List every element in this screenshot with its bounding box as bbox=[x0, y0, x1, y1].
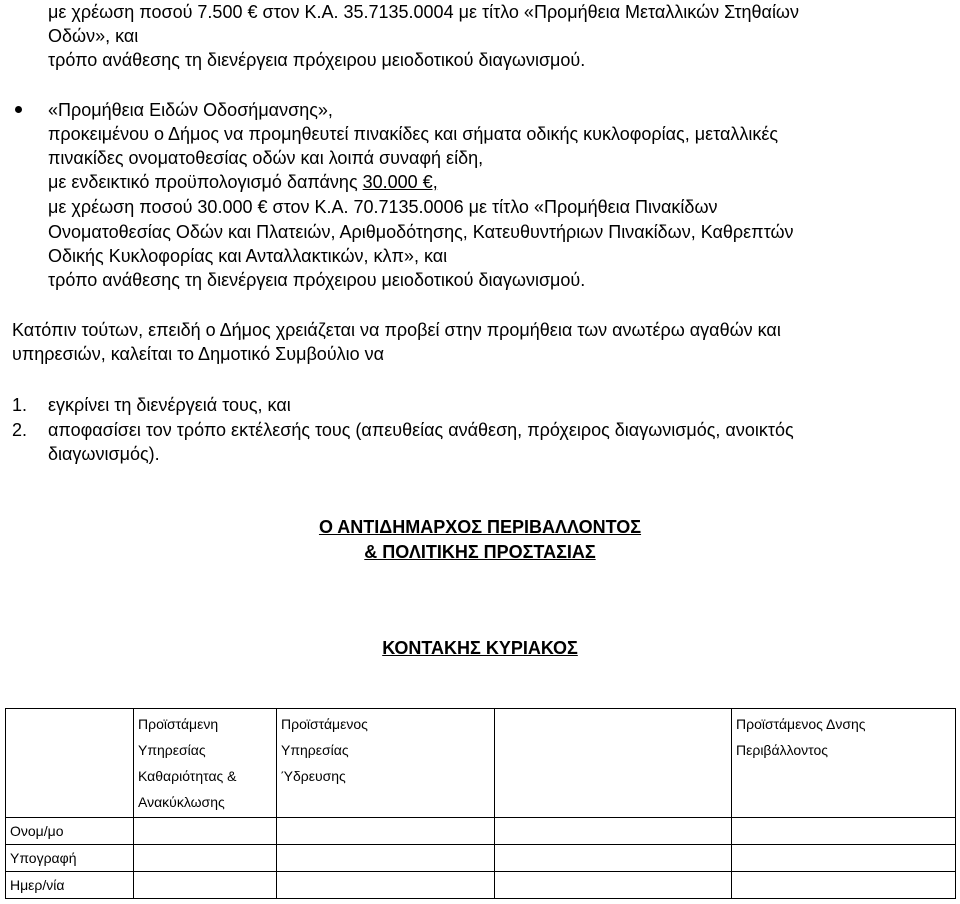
table-cell bbox=[134, 818, 277, 845]
table-cell bbox=[732, 845, 956, 872]
header-line: Υπηρεσίας bbox=[281, 742, 349, 758]
table-cell bbox=[277, 818, 495, 845]
table-cell bbox=[732, 818, 956, 845]
text-line: υπηρεσιών, καλείται το Δημοτικό Συμβούλιο να bbox=[12, 344, 385, 364]
table-row bbox=[6, 845, 956, 872]
header-cell-environment bbox=[732, 709, 956, 818]
text-line: Οδών», και bbox=[48, 26, 139, 46]
bullet-icon bbox=[15, 106, 22, 113]
table-cell bbox=[495, 845, 732, 872]
table-cell bbox=[277, 872, 495, 899]
table-header-row bbox=[6, 709, 956, 818]
text-line: με χρέωση ποσού 7.500 € στον Κ.Α. 35.7135.0004 με τίτλο «Προμήθεια Μεταλλικών Στηθαίων bbox=[48, 2, 799, 22]
list-item: αποφασίσει τον τρόπο εκτέλεσής τους (απευθείας ανάθεση, πρόχειρος διαγωνισμός, ανοικτός bbox=[48, 420, 794, 440]
header-line: Υπηρεσίας bbox=[138, 742, 206, 758]
text-line: πινακίδες ονοματοθεσίας οδών και λοιπά συναφή είδη, bbox=[48, 148, 484, 168]
text-line: Κατόπιν τούτων, επειδή ο Δήμος χρειάζεται να προβεί στην προμήθεια των ανωτέρω αγαθών και bbox=[12, 320, 781, 340]
list-item-continuation: διαγωνισμός). bbox=[48, 444, 160, 464]
header-cell-water bbox=[277, 709, 495, 818]
header-line: Καθαριότητας & bbox=[138, 768, 237, 784]
table-cell bbox=[134, 845, 277, 872]
table-cell bbox=[134, 872, 277, 899]
signatory-name: ΚΟΝΤΑΚΗΣ ΚΥΡΙΑΚΟΣ bbox=[382, 638, 578, 658]
list-number: 1. bbox=[12, 395, 28, 415]
table-cell bbox=[277, 845, 495, 872]
header-line: Ύδρευσης bbox=[281, 768, 346, 784]
table-row bbox=[6, 818, 956, 845]
table-cell bbox=[495, 872, 732, 899]
signatory-title: & ΠΟΛΙΤΙΚΗΣ ΠΡΟΣΤΑΣΙΑΣ bbox=[364, 542, 596, 562]
budget-amount: 30.000 €, bbox=[362, 172, 438, 192]
header-line: Προϊστάμενη bbox=[138, 716, 219, 732]
list-item: εγκρίνει τη διενέργειά τους, και bbox=[48, 395, 291, 415]
approval-table bbox=[5, 708, 956, 899]
text-line: Οδικής Κυκλοφορίας και Ανταλλακτικών, κλπ», και bbox=[48, 246, 448, 266]
table-cell bbox=[495, 818, 732, 845]
text-line: με χρέωση ποσού 30.000 € στον Κ.Α. 70.7135.0006 με τίτλο «Προμήθεια Πινακίδων bbox=[48, 197, 718, 217]
text-fragment: με ενδεικτικό προϋπολογισμό δαπάνης bbox=[48, 172, 363, 192]
table-cell bbox=[732, 872, 956, 899]
signatory-title: Ο ΑΝΤΙΔΗΜΑΡΧΟΣ ΠΕΡΙΒΑΛΛΟΝΤΟΣ bbox=[318, 517, 642, 537]
row-label: Ημερ/νία bbox=[6, 872, 134, 899]
text-line: τρόπο ανάθεσης τη διενέργεια πρόχειρου μειοδοτικού διαγωνισμού. bbox=[48, 270, 586, 290]
header-line: Περιβάλλοντος bbox=[736, 742, 829, 758]
row-label: Υπογραφή bbox=[6, 845, 134, 872]
header-cell-empty bbox=[495, 709, 732, 818]
header-line: Προϊστάμενος Δνσης bbox=[736, 716, 866, 732]
header-line: Ανακύκλωσης bbox=[138, 794, 225, 810]
text-line: Ονοματοθεσίας Οδών και Πλατειών, Αριθμοδότησης, Κατευθυντήριων Πινακίδων, Καθρεπτών bbox=[48, 222, 794, 242]
header-cell-empty bbox=[6, 709, 134, 818]
header-cell-cleaning bbox=[134, 709, 277, 818]
list-number: 2. bbox=[12, 420, 28, 440]
row-label: Ονομ/μο bbox=[6, 818, 134, 845]
text-line: «Προμήθεια Ειδών Οδοσήμανσης», bbox=[48, 100, 333, 120]
text-line: τρόπο ανάθεσης τη διενέργεια πρόχειρου μειοδοτικού διαγωνισμού. bbox=[48, 50, 586, 70]
text-line bbox=[48, 170, 438, 194]
text-line: προκειμένου ο Δήμος να προμηθευτεί πινακίδες και σήματα οδικής κυκλοφορίας, μεταλλικές bbox=[48, 124, 779, 144]
header-line: Προϊστάμενος bbox=[281, 716, 368, 732]
table-row bbox=[6, 872, 956, 899]
